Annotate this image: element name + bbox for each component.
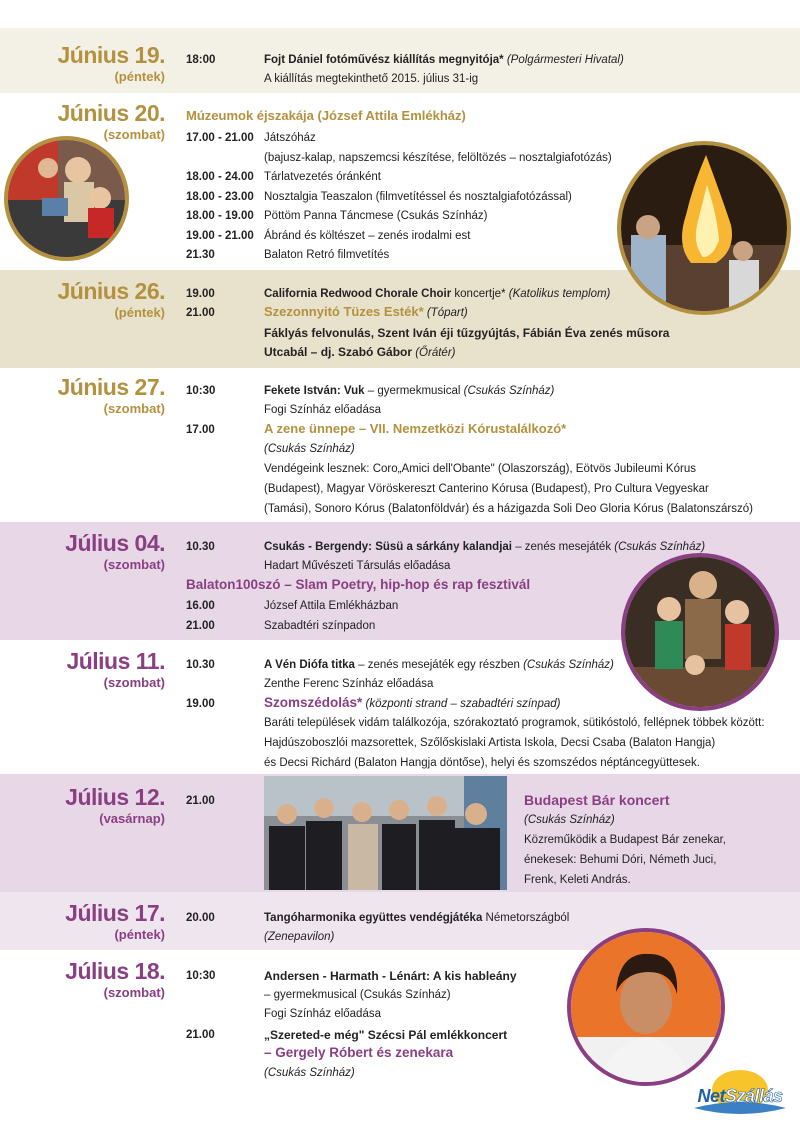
event-line: [264, 538, 705, 556]
event-time: 19.00: [186, 288, 215, 300]
event-title: Szomszédolás*: [264, 695, 363, 710]
schedule-time: 18.00 - 24.00: [186, 171, 254, 183]
event-time: 21.00: [186, 620, 215, 632]
weekday-label: (szombat): [103, 401, 165, 416]
date-jun27: [58, 376, 165, 415]
photo-bonfire: [617, 141, 791, 315]
weekday-label: (péntek): [114, 69, 165, 84]
event-place: (Csukás Színház): [519, 659, 614, 671]
event-title: Szezonnyitó Tüzes Esték*: [264, 304, 424, 319]
date-jul17: [65, 902, 165, 941]
date-jul04: [65, 532, 165, 571]
date-jul11: [66, 650, 165, 689]
event-title: Budapest Bár koncert: [524, 792, 670, 808]
schedule-time: 18.00 - 19.00: [186, 210, 254, 222]
event-desc: énekesek: Behumi Dóri, Németh Juci,: [524, 854, 717, 866]
event-desc: és Decsi Richárd (Balaton Hangja döntőse), helyi és szomszédos néptáncegyüttesek.: [264, 757, 700, 769]
weekday-label: (szombat): [103, 127, 165, 142]
schedule-text: Tárlatvezetés óránként: [264, 171, 381, 183]
event-time: 16.00: [186, 600, 215, 612]
schedule-time: 19.00 - 21.00: [186, 230, 254, 242]
event-place: (Polgármesteri Hivatal): [506, 54, 624, 66]
event-line: [264, 694, 560, 713]
event-place: (Tópart): [423, 307, 468, 319]
weekday-label: (vasárnap): [99, 811, 165, 826]
date-label: Július 04.: [65, 530, 165, 556]
logo-wordmark: [690, 1086, 790, 1107]
event-desc: – gyermekmusical: [364, 385, 461, 397]
event-desc: Fáklyás felvonulás, Szent Iván éji tűzgyújtás, Fábián Éva zenés műsora: [264, 326, 670, 340]
photo-budapest-bar-band: [264, 776, 507, 890]
date-label: Július 11.: [66, 648, 165, 674]
schedule-text: Nosztalgia Teaszalon (filmvetítéssel és nosztalgiafotózással): [264, 191, 572, 203]
schedule-time: 17.00 - 21.00: [186, 132, 254, 144]
event-desc: Hadart Művészeti Társulás előadása: [264, 560, 451, 572]
event-line: [264, 51, 624, 69]
event-line: [264, 382, 554, 400]
event-time: 21.00: [186, 795, 215, 807]
logo-text-szallas: Szállás: [724, 1086, 783, 1106]
event-desc: – gyermekmusical (Csukás Színház): [264, 989, 451, 1001]
date-label: Június 27.: [57, 374, 165, 400]
event-desc: Hajdúszoboszlói mazsorettek, Szőlőskislaki Artista Iskola, Decsi Csaba (Balaton Hangja): [264, 737, 716, 749]
schedule-text: Pöttöm Panna Táncmese (Csukás Színház): [264, 210, 488, 222]
event-title: Csukás - Bergendy: Süsü a sárkány kalandjai: [264, 541, 512, 553]
weekday-label: (szombat): [103, 557, 165, 572]
event-desc: Szabadtéri színpadon: [264, 620, 376, 632]
date-label: Július 12.: [65, 784, 165, 810]
schedule-time: 21.30: [186, 249, 215, 261]
schedule-text: Játszóház: [264, 132, 316, 144]
event-time: 17.00: [186, 424, 215, 436]
date-label: Június 26.: [57, 278, 165, 304]
event-time: 10.30: [186, 541, 215, 553]
event-time: 10.30: [186, 659, 215, 671]
event-place: (Csukás Színház): [524, 814, 615, 826]
event-desc: (Budapest), Magyar Vöröskereszt Canterino Kórusa (Budapest), Pro Cultura Vegyeskar: [264, 483, 709, 495]
date-jun26: [58, 280, 165, 319]
event-place: (Csukás Színház): [264, 1067, 355, 1079]
photo-children-playhouse: [4, 136, 129, 261]
event-note: A kiállítás megtekinthető 2015. július 31-ig: [264, 73, 479, 85]
date-label: Június 19.: [57, 42, 165, 68]
event-title: Tangóharmonika együttes vendégjátéka: [264, 912, 483, 924]
event-desc: Fogi Színház előadása: [264, 404, 381, 416]
event-place: (központi strand – szabadtéri színpad): [362, 698, 561, 710]
date-jul12: [65, 786, 165, 825]
event-desc: Fogi Színház előadása: [264, 1008, 381, 1020]
date-jun19: [58, 44, 165, 83]
event-time: 21.00: [186, 307, 215, 319]
section-heading: Múzeumok éjszakája (József Attila Emlékház): [186, 108, 466, 123]
event-place: (Őrátér): [412, 347, 456, 359]
event-desc: Közreműködik a Budapest Bár zenekar,: [524, 834, 727, 846]
event-place: (Csukás Színház): [460, 385, 555, 397]
event-title: Fojt Dániel fotóművész kiállítás megnyitója*: [264, 54, 504, 66]
event-title: Andersen - Harmath - Lénárt: A kis hableány: [264, 969, 517, 983]
schedule-text: Balaton Retró filmvetítés: [264, 249, 390, 261]
event-time: 20.00: [186, 912, 215, 924]
weekday-label: (péntek): [114, 927, 165, 942]
event-desc: Vendégeink lesznek: Coro„Amici dell'Obante" (Olaszország), Eötvös Jubileumi Kórus: [264, 463, 696, 475]
event-desc: Utcabál – dj. Szabó Gábor: [264, 345, 413, 359]
event-line: [264, 303, 468, 322]
event-time: 18:00: [186, 54, 216, 66]
schedule-time: 18.00 - 23.00: [186, 191, 254, 203]
date-jul18: [65, 960, 165, 999]
date-label: Június 20.: [57, 100, 165, 126]
netszallas-logo[interactable]: [690, 1066, 790, 1122]
weekday-label: (szombat): [103, 675, 165, 690]
event-place: (Zenepavilon): [264, 931, 335, 943]
event-place: (Katolikus templom): [505, 288, 611, 300]
date-label: Július 17.: [65, 900, 165, 926]
event-subtitle: – Gergely Róbert és zenekara: [264, 1045, 454, 1060]
event-desc: Frenk, Keleti András.: [524, 874, 631, 886]
logo-text-net: Net: [697, 1086, 725, 1106]
event-desc: (Tamási), Sonoro Kórus (Balatonföldvár) és a házigazda Soli Deo Gloria Kórus (Balatonszárszó): [264, 503, 753, 515]
photo-singer-portrait: [567, 928, 725, 1086]
schedule-text: Ábránd és költészet – zenés irodalmi est: [264, 230, 471, 242]
event-time: 21.00: [186, 1029, 215, 1041]
event-line: [264, 656, 614, 674]
event-desc: koncertje*: [451, 288, 506, 300]
weekday-label: (szombat): [103, 985, 165, 1000]
schedule-text: (bajusz-kalap, napszemcsi készítése, felöltözés – nosztalgiafotózás): [264, 152, 612, 164]
event-title: A Vén Diófa titka: [264, 659, 355, 671]
event-time: 10:30: [186, 970, 216, 982]
event-title: California Redwood Chorale Choir: [264, 288, 452, 300]
event-title: Fekete István: Vuk: [264, 385, 365, 397]
event-time: 10:30: [186, 385, 216, 397]
event-desc: Zenthe Ferenc Színház előadása: [264, 678, 434, 690]
event-desc: Németországból: [482, 912, 570, 924]
event-place: (Csukás Színház): [264, 443, 355, 455]
event-time: 19.00: [186, 698, 215, 710]
date-jun20: [58, 102, 165, 141]
event-desc: József Attila Emlékházban: [264, 600, 399, 612]
event-title: A zene ünnepe – VII. Nemzetközi Kórustalálkozó*: [264, 421, 567, 436]
event-title: „Szereted-e még" Szécsi Pál emlékkoncert: [264, 1028, 508, 1042]
event-desc: – zenés mesejáték egy részben: [354, 659, 520, 671]
event-place: (Csukás Színház): [611, 541, 706, 553]
date-label: Július 18.: [65, 958, 165, 984]
event-line: [264, 343, 455, 362]
section-heading: Balaton100szó – Slam Poetry, hip-hop és rap fesztivál: [186, 577, 531, 592]
event-desc: – zenés mesejáték: [512, 541, 612, 553]
event-line: [264, 285, 610, 303]
event-line: [264, 909, 569, 927]
weekday-label: (péntek): [114, 305, 165, 320]
photo-theatre-performers: [621, 553, 779, 711]
event-desc: Baráti települések vidám találkozója, szórakoztató programok, sütikóstoló, fellépnek többek között:: [264, 717, 765, 729]
